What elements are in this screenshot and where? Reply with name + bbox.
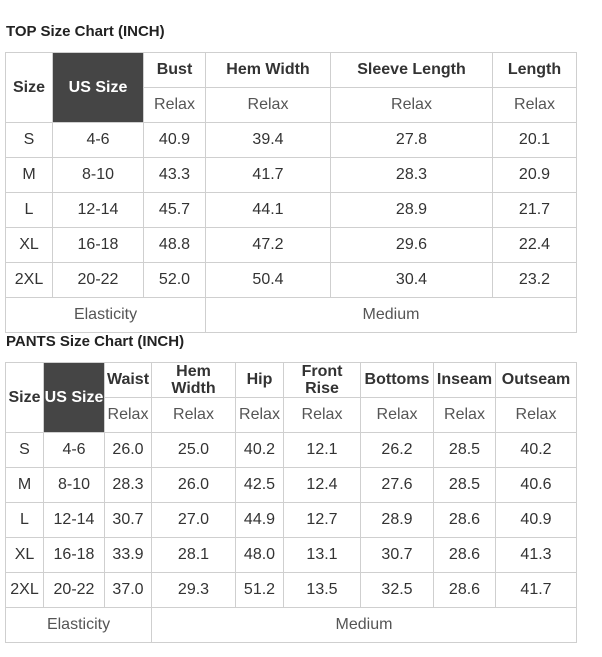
fit-label: Relax <box>496 398 577 433</box>
size-cell: XL <box>6 538 44 573</box>
measurement-cell: 21.7 <box>493 193 577 228</box>
column-header-bust: Bust <box>144 53 206 88</box>
measurement-cell: 41.7 <box>206 158 331 193</box>
table-row <box>6 263 577 298</box>
measurement-cell: 39.4 <box>206 123 331 158</box>
measurement-cell: 41.7 <box>496 573 577 608</box>
measurement-cell: 13.1 <box>284 538 361 573</box>
table-footer-row <box>6 608 577 643</box>
column-header-hem-width: Hem Width <box>152 363 236 398</box>
measurement-cell: 28.5 <box>434 433 496 468</box>
measurement-cell: 28.9 <box>331 193 493 228</box>
fit-label: Relax <box>434 398 496 433</box>
measurement-cell: 44.9 <box>236 503 284 538</box>
measurement-cell: 30.4 <box>331 263 493 298</box>
measurement-cell: 16-18 <box>53 228 144 263</box>
measurement-cell: 45.7 <box>144 193 206 228</box>
column-header-hem-width: Hem Width <box>206 53 331 88</box>
size-cell: L <box>6 193 53 228</box>
measurement-cell: 40.9 <box>496 503 577 538</box>
column-header-us-size: US Size <box>53 53 144 123</box>
top-chart-title: TOP Size Chart (INCH) <box>6 23 165 40</box>
measurement-cell: 40.9 <box>144 123 206 158</box>
table-row <box>6 433 577 468</box>
table-row <box>6 158 577 193</box>
fit-label: Relax <box>236 398 284 433</box>
table-footer-row <box>6 298 577 333</box>
column-header-front-rise: Front Rise <box>284 363 361 398</box>
measurement-cell: 23.2 <box>493 263 577 298</box>
column-header-length: Length <box>493 53 577 88</box>
measurement-cell: 30.7 <box>105 503 152 538</box>
measurement-cell: 28.1 <box>152 538 236 573</box>
measurement-cell: 28.6 <box>434 538 496 573</box>
size-cell: 2XL <box>6 263 53 298</box>
size-cell: M <box>6 158 53 193</box>
size-cell: 2XL <box>6 573 44 608</box>
measurement-cell: 27.8 <box>331 123 493 158</box>
column-header-bottoms: Bottoms <box>361 363 434 398</box>
table-row <box>6 503 577 538</box>
measurement-cell: 16-18 <box>44 538 105 573</box>
size-cell: M <box>6 468 44 503</box>
measurement-cell: 26.2 <box>361 433 434 468</box>
measurement-cell: 13.5 <box>284 573 361 608</box>
measurement-cell: 47.2 <box>206 228 331 263</box>
size-cell: XL <box>6 228 53 263</box>
measurement-cell: 4-6 <box>53 123 144 158</box>
fit-label: Relax <box>284 398 361 433</box>
column-header-outseam: Outseam <box>496 363 577 398</box>
measurement-cell: 28.3 <box>105 468 152 503</box>
column-header-size: Size <box>6 53 53 123</box>
elasticity-label: Elasticity <box>6 608 152 643</box>
measurement-cell: 4-6 <box>44 433 105 468</box>
column-header-inseam: Inseam <box>434 363 496 398</box>
table-row <box>6 573 577 608</box>
size-cell: S <box>6 123 53 158</box>
column-header-size: Size <box>6 363 44 433</box>
column-header-sleeve-length: Sleeve Length <box>331 53 493 88</box>
measurement-cell: 44.1 <box>206 193 331 228</box>
top-size-table <box>5 52 577 333</box>
measurement-cell: 33.9 <box>105 538 152 573</box>
measurement-cell: 8-10 <box>53 158 144 193</box>
measurement-cell: 50.4 <box>206 263 331 298</box>
measurement-cell: 27.6 <box>361 468 434 503</box>
measurement-cell: 8-10 <box>44 468 105 503</box>
table-row <box>6 228 577 263</box>
measurement-cell: 28.6 <box>434 573 496 608</box>
fit-label: Relax <box>105 398 152 433</box>
pants-chart-title: PANTS Size Chart (INCH) <box>6 333 185 350</box>
table-row <box>6 193 577 228</box>
column-header-waist: Waist <box>105 363 152 398</box>
measurement-cell: 43.3 <box>144 158 206 193</box>
measurement-cell: 42.5 <box>236 468 284 503</box>
measurement-cell: 48.8 <box>144 228 206 263</box>
measurement-cell: 26.0 <box>105 433 152 468</box>
measurement-cell: 37.0 <box>105 573 152 608</box>
measurement-cell: 30.7 <box>361 538 434 573</box>
fit-label: Relax <box>152 398 236 433</box>
column-header-hip: Hip <box>236 363 284 398</box>
measurement-cell: 12.4 <box>284 468 361 503</box>
fit-label: Relax <box>206 88 331 123</box>
measurement-cell: 25.0 <box>152 433 236 468</box>
table-row <box>6 468 577 503</box>
measurement-cell: 12.7 <box>284 503 361 538</box>
measurement-cell: 20.1 <box>493 123 577 158</box>
measurement-cell: 29.6 <box>331 228 493 263</box>
measurement-cell: 12-14 <box>53 193 144 228</box>
measurement-cell: 48.0 <box>236 538 284 573</box>
table-row <box>6 123 577 158</box>
measurement-cell: 40.2 <box>236 433 284 468</box>
table-header-row <box>6 363 577 398</box>
measurement-cell: 26.0 <box>152 468 236 503</box>
measurement-cell: 20.9 <box>493 158 577 193</box>
measurement-cell: 22.4 <box>493 228 577 263</box>
measurement-cell: 28.9 <box>361 503 434 538</box>
column-header-us-size: US Size <box>44 363 105 433</box>
measurement-cell: 32.5 <box>361 573 434 608</box>
measurement-cell: 40.2 <box>496 433 577 468</box>
measurement-cell: 28.5 <box>434 468 496 503</box>
fit-label: Relax <box>361 398 434 433</box>
table-row <box>6 538 577 573</box>
elasticity-label: Elasticity <box>6 298 206 333</box>
measurement-cell: 28.6 <box>434 503 496 538</box>
size-cell: S <box>6 433 44 468</box>
table-header-row <box>6 53 577 88</box>
measurement-cell: 52.0 <box>144 263 206 298</box>
elasticity-value: Medium <box>152 608 577 643</box>
measurement-cell: 41.3 <box>496 538 577 573</box>
fit-label: Relax <box>331 88 493 123</box>
fit-label: Relax <box>493 88 577 123</box>
elasticity-value: Medium <box>206 298 577 333</box>
measurement-cell: 28.3 <box>331 158 493 193</box>
fit-label: Relax <box>144 88 206 123</box>
measurement-cell: 12.1 <box>284 433 361 468</box>
measurement-cell: 51.2 <box>236 573 284 608</box>
measurement-cell: 20-22 <box>44 573 105 608</box>
measurement-cell: 20-22 <box>53 263 144 298</box>
measurement-cell: 12-14 <box>44 503 105 538</box>
pants-size-table <box>5 362 577 643</box>
measurement-cell: 29.3 <box>152 573 236 608</box>
measurement-cell: 27.0 <box>152 503 236 538</box>
size-cell: L <box>6 503 44 538</box>
measurement-cell: 40.6 <box>496 468 577 503</box>
